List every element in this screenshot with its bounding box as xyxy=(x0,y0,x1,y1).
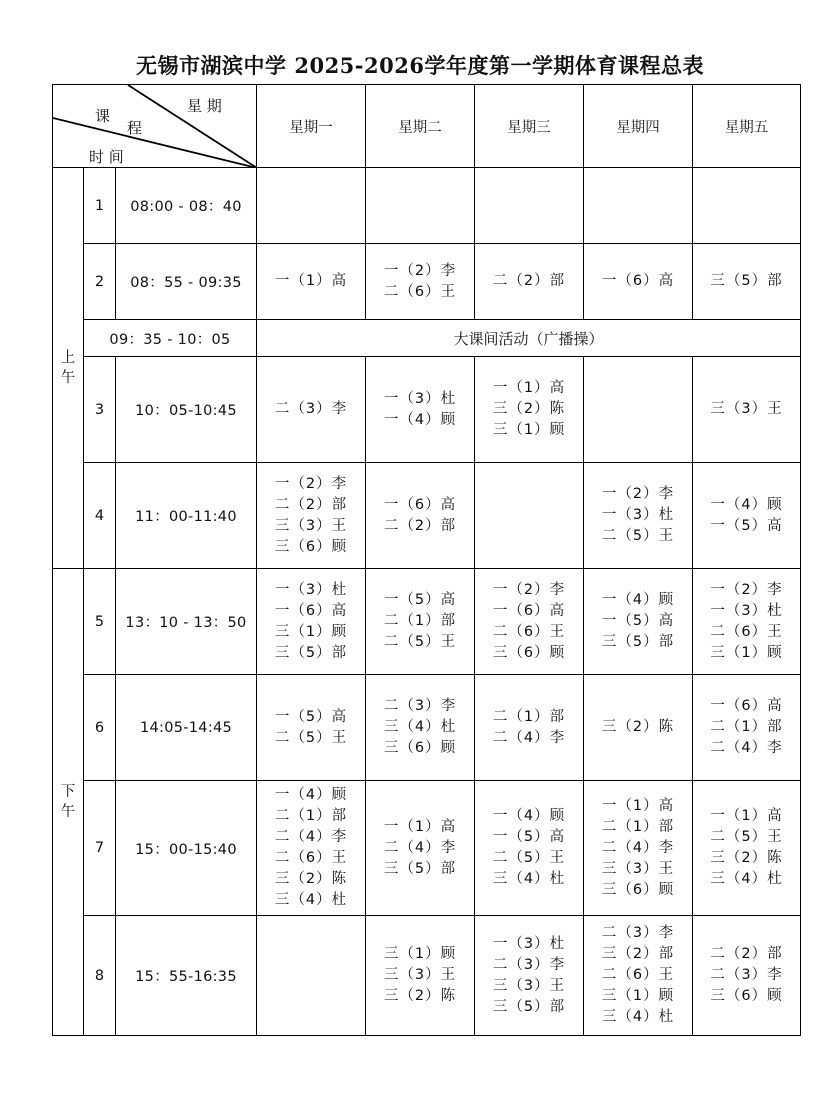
class-cell xyxy=(475,916,584,1036)
class-cell-lines xyxy=(257,399,365,420)
class-entry: 一（4）顾 xyxy=(492,808,566,824)
class-cell xyxy=(366,781,475,916)
class-entry: 一（1）高 xyxy=(710,808,783,824)
class-entry: 一（1）高 xyxy=(383,818,457,835)
morning-label-cell xyxy=(53,168,84,569)
class-entry: 二（4）李 xyxy=(492,729,566,746)
class-entry: 二（6）王 xyxy=(710,623,783,640)
class-entry: 三（2）陈 xyxy=(710,850,783,866)
class-cell-lines xyxy=(475,806,583,890)
class-entry: 三（5）部 xyxy=(601,634,675,650)
class-entry: 三（2）陈 xyxy=(601,719,675,735)
class-entry: 一（2）李 xyxy=(710,581,783,598)
break-activity: 大课间活动（广播操） xyxy=(257,320,801,357)
afternoon-label-cell-label: 下 午 xyxy=(60,784,76,820)
period-row xyxy=(53,916,801,1036)
class-entry: 二（6）王 xyxy=(274,850,348,866)
class-entry: 三（3）王 xyxy=(710,401,783,417)
period-time: 15：00-15:40 xyxy=(116,781,257,916)
period-number: 3 xyxy=(84,357,116,463)
class-cell xyxy=(475,463,584,569)
class-cell xyxy=(366,916,475,1036)
class-cell xyxy=(475,244,584,320)
class-cell-lines xyxy=(257,271,365,292)
period-number: 7 xyxy=(84,781,116,916)
day-header: 星期三 xyxy=(475,85,584,168)
class-cell-lines xyxy=(366,817,474,880)
class-cell xyxy=(475,357,584,463)
corner-week-label: 星 期 xyxy=(187,97,222,115)
class-entry: 一（6）高 xyxy=(383,496,457,513)
class-cell xyxy=(475,168,584,244)
class-entry: 三（2）陈 xyxy=(274,871,348,887)
class-entry: 一（1）高 xyxy=(601,797,675,814)
class-entry: 三（6）顾 xyxy=(383,740,457,756)
period-time: 10：05-10:45 xyxy=(116,357,257,463)
class-entry: 三（3）王 xyxy=(492,977,566,994)
class-cell-lines xyxy=(584,271,692,292)
class-cell-lines xyxy=(584,923,692,1028)
period-row xyxy=(53,244,801,320)
class-cell xyxy=(693,781,801,916)
class-cell xyxy=(366,357,475,463)
period-number: 2 xyxy=(84,244,116,320)
class-entry: 二（1）部 xyxy=(274,808,348,824)
class-entry: 一（4）顾 xyxy=(274,787,348,803)
class-entry: 一（5）高 xyxy=(274,708,348,725)
class-entry: 三（4）杜 xyxy=(274,892,348,908)
class-entry: 一（5）高 xyxy=(601,613,675,629)
morning-label-cell-label: 上 午 xyxy=(60,350,76,386)
corner-time-label: 时 间 xyxy=(89,148,124,166)
class-cell-lines xyxy=(366,696,474,759)
class-cell-lines xyxy=(366,389,474,431)
schedule-table xyxy=(52,84,801,1036)
class-cell-lines xyxy=(693,271,800,292)
class-cell xyxy=(584,569,693,675)
day-header: 星期五 xyxy=(693,85,801,168)
class-cell-lines xyxy=(693,580,800,664)
class-entry: 一（2）李 xyxy=(274,475,348,492)
class-entry: 二（1）部 xyxy=(710,719,783,735)
class-entry: 一（4）顾 xyxy=(710,496,783,513)
period-row xyxy=(53,168,801,244)
class-entry: 一（2）李 xyxy=(601,486,675,502)
class-cell xyxy=(693,569,801,675)
class-cell xyxy=(693,675,801,781)
class-cell xyxy=(584,781,693,916)
period-time: 08：55 - 09:35 xyxy=(116,244,257,320)
class-cell-lines xyxy=(584,796,692,901)
class-cell xyxy=(584,916,693,1036)
class-cell-lines xyxy=(257,707,365,749)
diagonal-lines xyxy=(53,85,257,168)
class-cell-lines xyxy=(584,717,692,738)
class-entry: 二（3）李 xyxy=(710,967,783,983)
class-cell xyxy=(257,569,366,675)
class-cell-lines xyxy=(257,580,365,664)
class-entry: 二（3）李 xyxy=(274,401,348,417)
class-cell-lines xyxy=(475,934,583,1018)
class-entry: 一（5）高 xyxy=(710,517,783,534)
class-entry: 三（2）陈 xyxy=(492,401,566,417)
class-cell-lines xyxy=(366,261,474,303)
class-entry: 二（4）李 xyxy=(383,839,457,856)
period-number: 4 xyxy=(84,463,116,569)
period-time: 11：00-11:40 xyxy=(116,463,257,569)
period-number: 1 xyxy=(84,168,116,244)
class-entry: 三（1）顾 xyxy=(383,946,457,962)
class-entry: 三（3）王 xyxy=(383,967,457,983)
class-entry: 一（2）李 xyxy=(492,581,566,598)
break-row xyxy=(53,320,801,357)
class-cell-lines xyxy=(475,580,583,664)
class-entry: 一（3）杜 xyxy=(492,935,566,952)
period-row xyxy=(53,781,801,916)
class-cell xyxy=(257,916,366,1036)
corner-course-label: 课 xyxy=(95,107,111,125)
class-entry: 三（5）部 xyxy=(383,860,457,877)
class-cell xyxy=(366,168,475,244)
class-entry: 二（2）部 xyxy=(274,496,348,513)
class-cell-lines xyxy=(475,707,583,749)
class-cell-lines xyxy=(257,474,365,558)
class-entry: 一（1）高 xyxy=(274,273,348,289)
class-entry: 三（3）王 xyxy=(601,860,675,877)
class-entry: 一（2）李 xyxy=(383,262,457,279)
class-cell xyxy=(693,916,801,1036)
period-number: 8 xyxy=(84,916,116,1036)
class-entry: 三（6）顾 xyxy=(274,538,348,555)
class-cell-lines xyxy=(475,378,583,441)
class-entry: 二（1）部 xyxy=(492,708,566,725)
corner-header xyxy=(53,85,257,168)
class-entry: 二（2）部 xyxy=(492,273,566,289)
day-header: 星期二 xyxy=(366,85,475,168)
period-row xyxy=(53,357,801,463)
class-entry: 二（5）王 xyxy=(492,850,566,866)
class-cell xyxy=(366,675,475,781)
class-entry: 一（3）杜 xyxy=(601,507,675,523)
class-entry: 二（2）部 xyxy=(710,946,783,962)
class-entry: 二（4）李 xyxy=(274,829,348,845)
class-cell-lines xyxy=(257,785,365,911)
class-cell-lines xyxy=(693,944,800,1007)
period-time: 08:00 - 08：40 xyxy=(116,168,257,244)
class-entry: 一（3）杜 xyxy=(274,581,348,598)
period-time: 14:05-14:45 xyxy=(116,675,257,781)
class-entry: 三（1）顾 xyxy=(492,422,566,438)
day-header: 星期一 xyxy=(257,85,366,168)
class-entry: 二（4）李 xyxy=(601,839,675,856)
class-entry: 三（6）顾 xyxy=(492,644,566,661)
class-cell-lines xyxy=(366,944,474,1007)
class-entry: 二（3）李 xyxy=(492,956,566,973)
class-entry: 三（4）杜 xyxy=(710,871,783,887)
class-cell-lines xyxy=(693,495,800,537)
page-title: 无锡市湖滨中学 2025-2026学年度第一学期体育课程总表 xyxy=(136,53,704,78)
class-entry: 二（3）李 xyxy=(383,698,457,714)
afternoon-label-cell xyxy=(53,569,84,1036)
class-entry: 一（4）顾 xyxy=(601,592,675,608)
class-cell xyxy=(584,463,693,569)
class-entry: 一（6）高 xyxy=(601,273,675,289)
class-entry: 一（6）高 xyxy=(274,602,348,619)
class-cell xyxy=(257,781,366,916)
class-entry: 二（5）王 xyxy=(601,528,675,544)
class-entry: 二（5）王 xyxy=(710,829,783,845)
class-entry: 三（1）顾 xyxy=(274,623,348,640)
class-cell xyxy=(693,244,801,320)
class-entry: 三（5）部 xyxy=(274,644,348,661)
class-entry: 二（1）部 xyxy=(383,613,457,629)
class-entry: 三（4）杜 xyxy=(601,1009,675,1025)
class-entry: 二（4）李 xyxy=(710,740,783,756)
class-cell xyxy=(257,675,366,781)
class-entry: 一（1）高 xyxy=(492,380,566,396)
class-entry: 二（6）王 xyxy=(383,283,457,300)
period-number: 6 xyxy=(84,675,116,781)
class-entry: 三（5）部 xyxy=(710,273,783,289)
class-cell xyxy=(257,463,366,569)
class-entry: 三（4）杜 xyxy=(383,719,457,735)
class-cell-lines xyxy=(693,399,800,420)
class-cell-lines xyxy=(693,696,800,759)
period-number: 5 xyxy=(84,569,116,675)
class-entry: 一（6）高 xyxy=(492,602,566,619)
class-entry: 三（3）王 xyxy=(274,517,348,534)
corner-course-label-2: 程 xyxy=(127,119,143,137)
class-cell xyxy=(584,244,693,320)
class-cell-lines xyxy=(366,590,474,653)
class-cell xyxy=(584,168,693,244)
class-cell xyxy=(257,168,366,244)
class-cell xyxy=(584,357,693,463)
class-entry: 三（2）陈 xyxy=(383,988,457,1004)
class-entry: 二（5）王 xyxy=(383,634,457,650)
header-row xyxy=(53,85,801,168)
class-entry: 一（5）高 xyxy=(383,592,457,608)
class-entry: 二（6）王 xyxy=(601,967,675,983)
class-cell xyxy=(257,357,366,463)
class-entry: 二（2）部 xyxy=(383,517,457,534)
class-cell xyxy=(584,675,693,781)
class-entry: 二（3）李 xyxy=(601,925,675,941)
class-entry: 二（6）王 xyxy=(492,623,566,640)
class-cell xyxy=(475,675,584,781)
class-cell-lines xyxy=(584,590,692,653)
period-row xyxy=(53,463,801,569)
day-header: 星期四 xyxy=(584,85,693,168)
class-cell xyxy=(693,168,801,244)
class-cell xyxy=(475,781,584,916)
period-time: 15：55-16:35 xyxy=(116,916,257,1036)
class-cell xyxy=(366,463,475,569)
class-entry: 三（4）杜 xyxy=(492,871,566,887)
class-entry: 一（6）高 xyxy=(710,698,783,714)
class-entry: 三（6）顾 xyxy=(601,881,675,898)
class-cell-lines xyxy=(475,271,583,292)
class-cell-lines xyxy=(693,806,800,890)
class-entry: 三（6）顾 xyxy=(710,988,783,1004)
class-cell xyxy=(257,244,366,320)
class-entry: 二（1）部 xyxy=(601,818,675,835)
class-cell-lines xyxy=(584,484,692,547)
class-entry: 三（1）顾 xyxy=(601,988,675,1004)
class-entry: 一（3）杜 xyxy=(710,602,783,619)
class-entry: 三（5）部 xyxy=(492,998,566,1015)
class-cell-lines xyxy=(366,495,474,537)
break-time: 09：35 - 10：05 xyxy=(84,320,257,357)
class-cell xyxy=(693,357,801,463)
class-entry: 二（5）王 xyxy=(274,729,348,746)
class-cell xyxy=(475,569,584,675)
class-entry: 一（3）杜 xyxy=(383,390,457,407)
class-cell xyxy=(366,569,475,675)
period-time: 13：10 - 13：50 xyxy=(116,569,257,675)
class-cell xyxy=(366,244,475,320)
class-cell xyxy=(693,463,801,569)
class-entry: 三（1）顾 xyxy=(710,644,783,661)
class-entry: 一（5）高 xyxy=(492,829,566,845)
class-entry: 一（4）顾 xyxy=(383,411,457,428)
period-row xyxy=(53,569,801,675)
class-entry: 三（2）部 xyxy=(601,946,675,962)
period-row xyxy=(53,675,801,781)
